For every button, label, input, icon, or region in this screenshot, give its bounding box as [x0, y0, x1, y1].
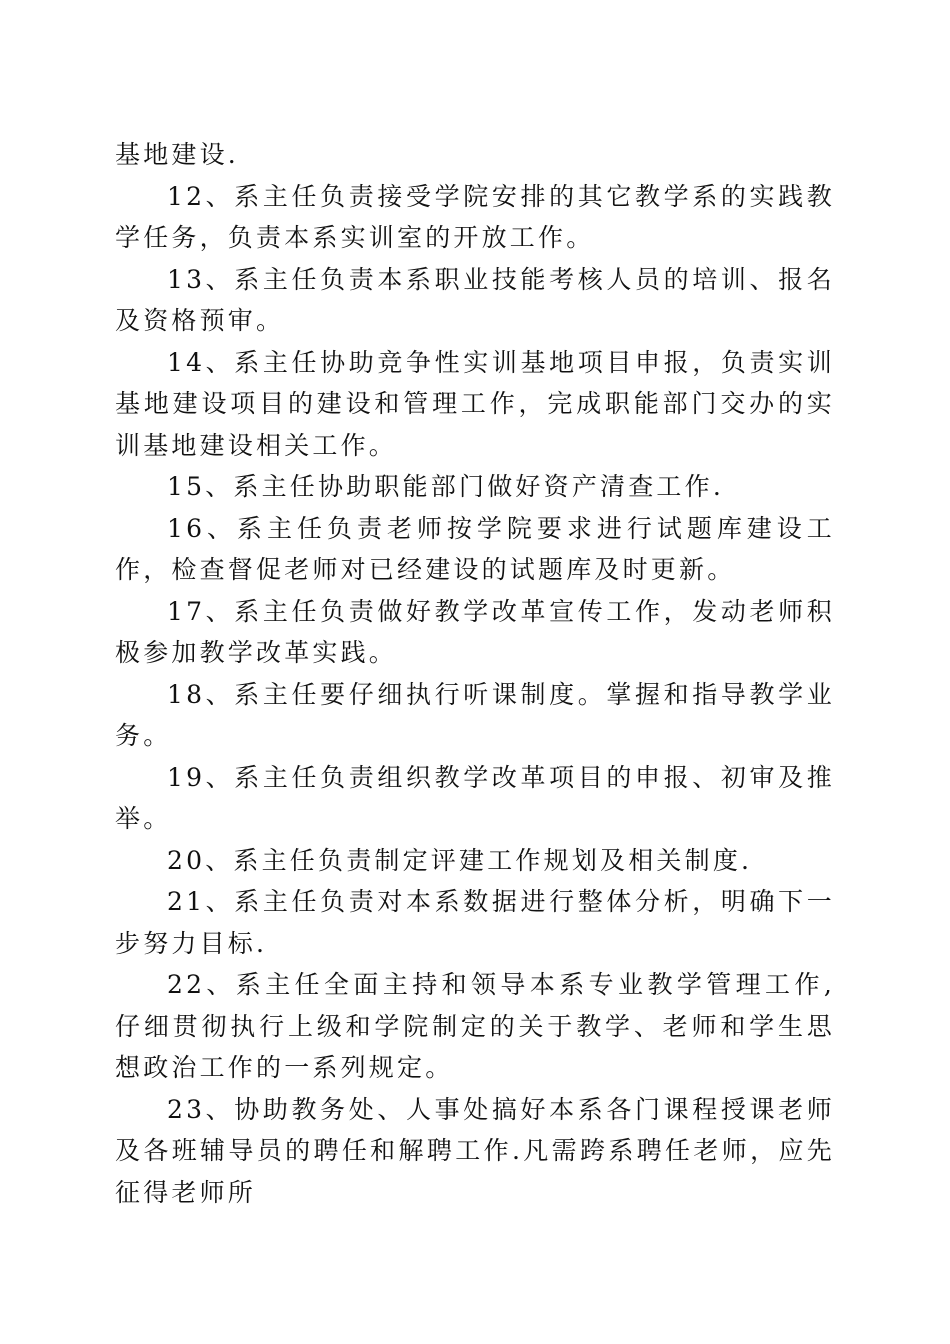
- paragraph-item-16: 16、系主任负责老师按学院要求进行试题库建设工作，检查督促老师对已经建设的试题库及时更新。: [115, 513, 835, 584]
- paragraph-item-14: 14、系主任协助竞争性实训基地项目申报，负责实训基地建设项目的建设和管理工作，完成职能部门交办的实训基地建设相关工作。: [115, 347, 835, 460]
- paragraph-item-20: 20、系主任负责制定评建工作规划及相关制度.: [167, 845, 753, 875]
- paragraph-item-18: 18、系主任要仔细执行听课制度。掌握和指导教学业务。: [115, 679, 835, 750]
- paragraph-item-15: 15、系主任协助职能部门做好资产清查工作.: [167, 472, 724, 501]
- paragraph-item-21: 21、系主任负责对本系数据进行整体分析，明确下一步努力目标.: [115, 887, 835, 958]
- paragraph-item-23: 23、协助教务处、人事处搞好本系各门课程授课老师及各班辅导员的聘任和解聘工作.凡需跨系聘任老师，应先征得老师所: [115, 1094, 835, 1207]
- document-body: [115, 134, 835, 1213]
- paragraph-item-12: 12、系主任负责接受学院安排的其它教学系的实践教学任务，负责本系实训室的开放工作。: [115, 181, 835, 252]
- paragraph-continued: 基地建设.: [115, 140, 239, 169]
- paragraph-item-19: 19、系主任负责组织教学改革项目的申报、初审及推举。: [115, 762, 835, 833]
- paragraph-item-17: 17、系主任负责做好教学改革宣传工作，发动老师积极参加教学改革实践。: [115, 596, 835, 667]
- paragraph-item-22: 22、系主任全面主持和领导本系专业教学管理工作,仔细贯彻执行上级和学院制定的关于教学、老师和学生思想政治工作的一系列规定。: [115, 970, 835, 1082]
- paragraph-item-13: 13、系主任负责本系职业技能考核人员的培训、报名及资格预审。: [115, 264, 835, 335]
